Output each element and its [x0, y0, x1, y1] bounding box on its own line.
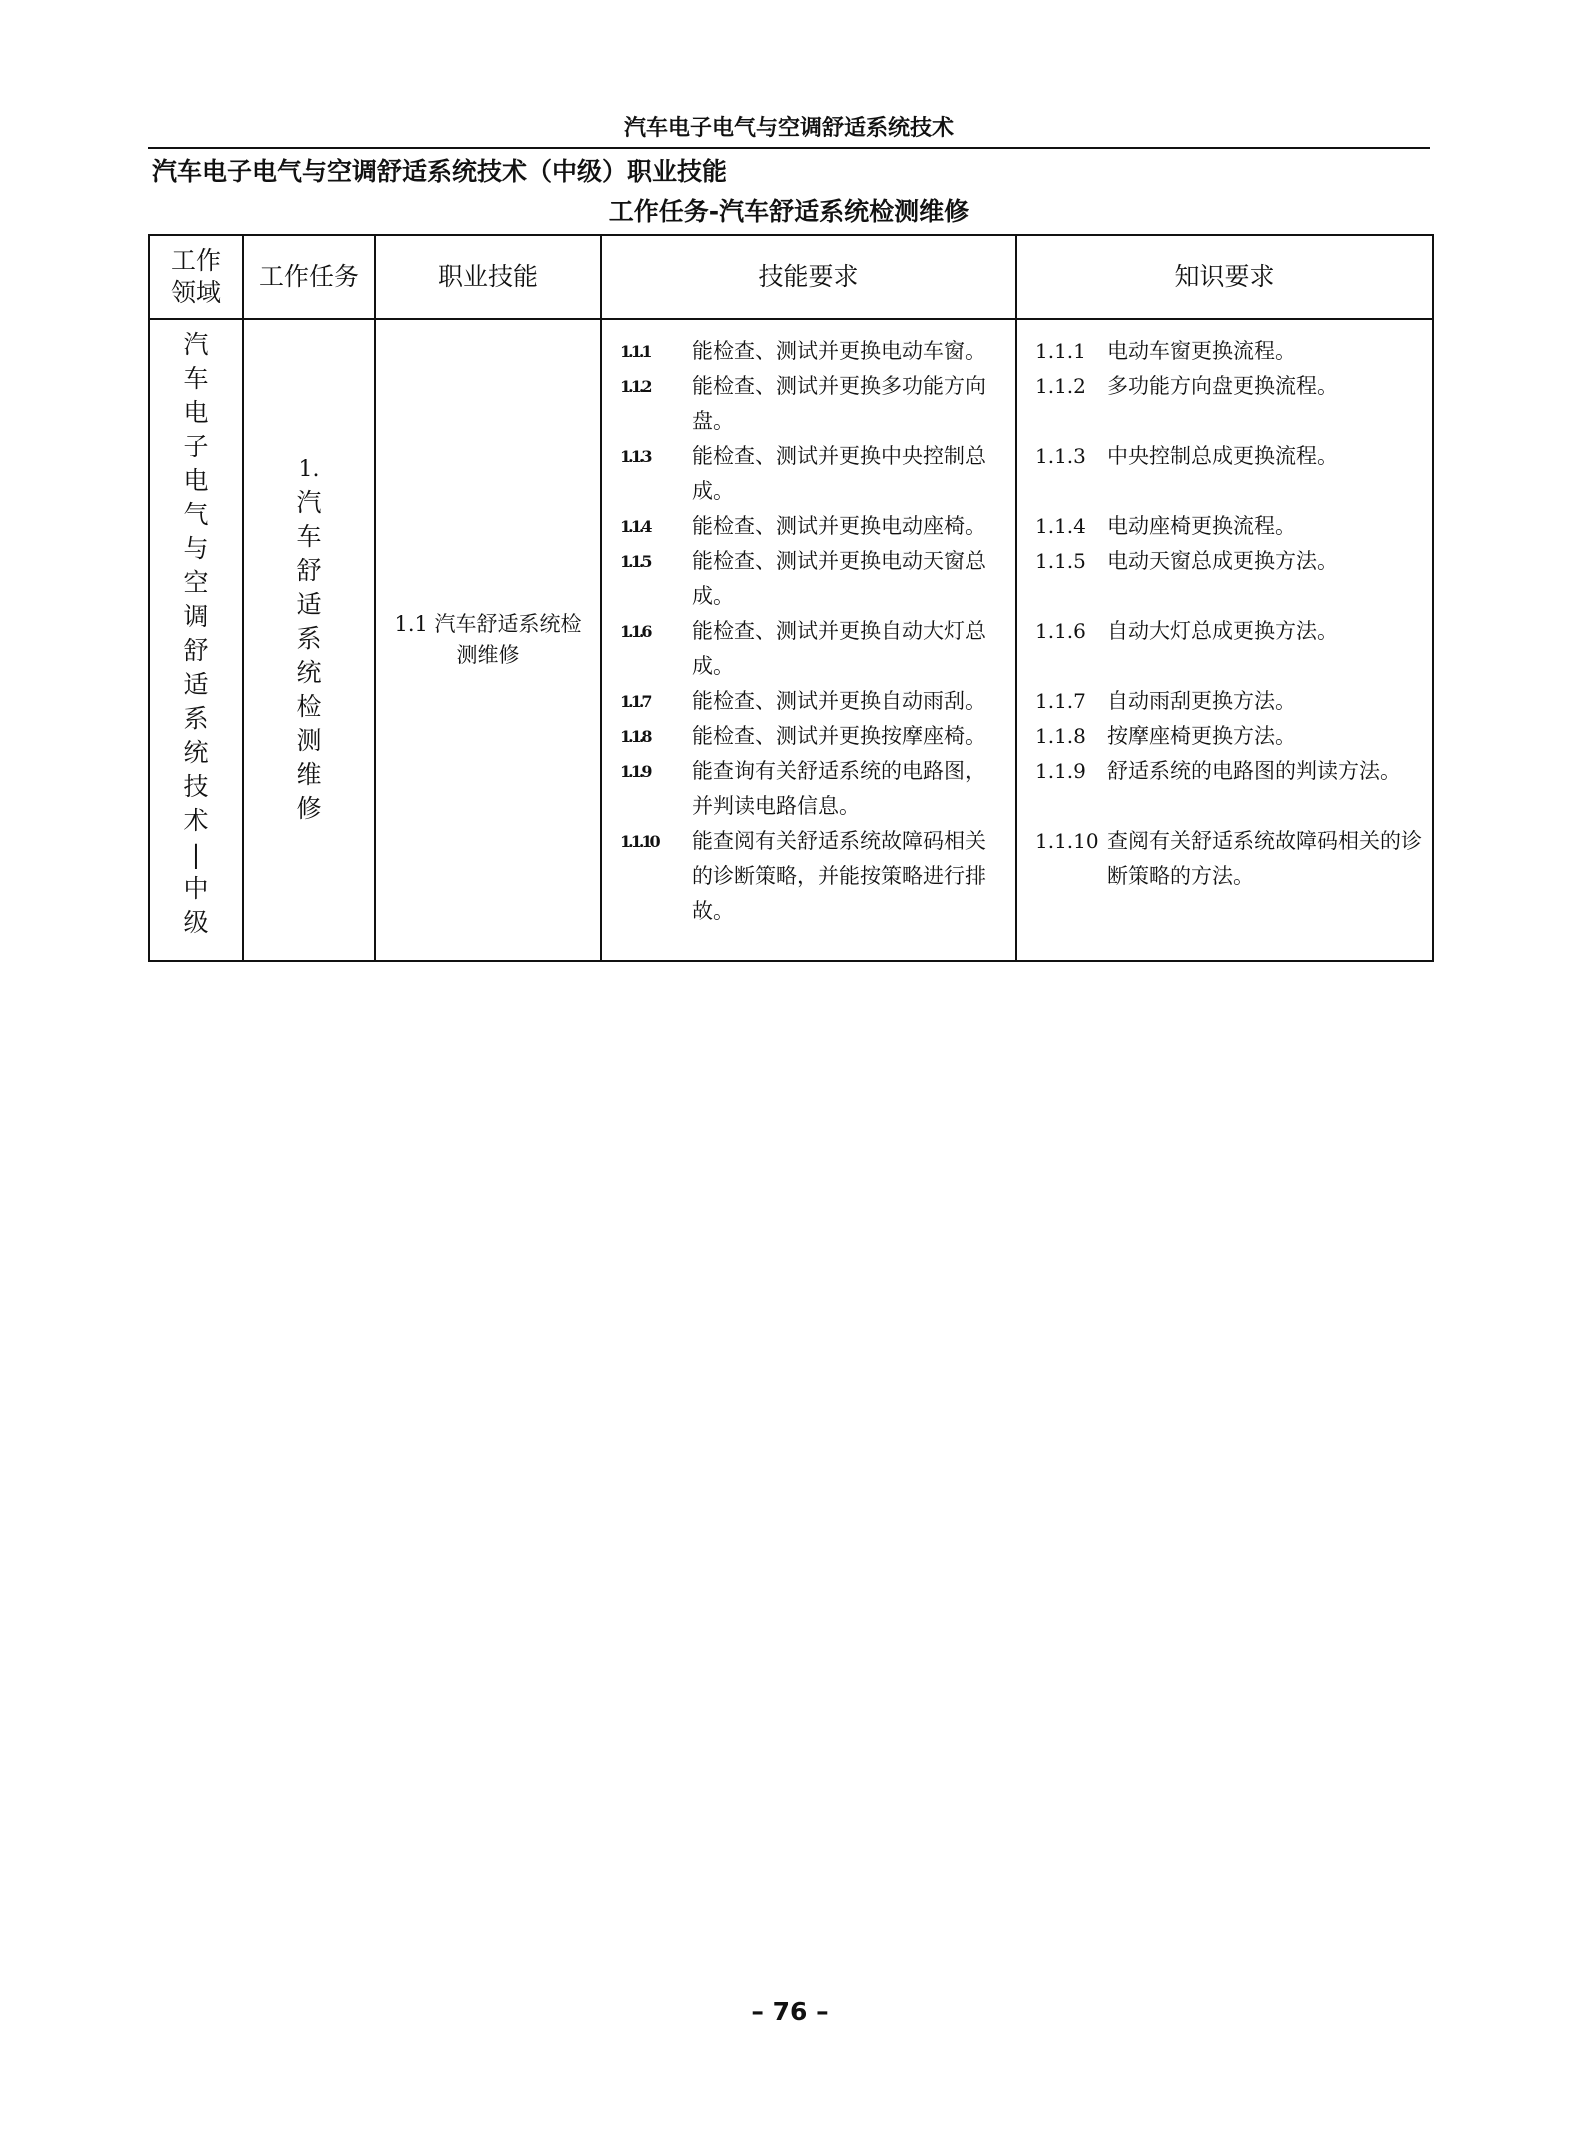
header-task: 工作任务	[243, 235, 375, 319]
list-item	[620, 614, 1005, 684]
task-char: 检	[296, 692, 322, 721]
list-item	[1035, 439, 1422, 474]
header-skill-requirements: 技能要求	[601, 235, 1016, 319]
knowledge-number: 1.1.5	[1035, 549, 1086, 573]
domain-char: 空	[183, 568, 209, 597]
task-char: 测	[296, 726, 322, 755]
domain-char: 电	[183, 466, 209, 495]
row-spacer	[1035, 789, 1422, 824]
domain-char: 级	[183, 908, 209, 937]
knowledge-number: 1.1.6	[1035, 619, 1086, 643]
task-char: 修	[296, 794, 322, 823]
job-skill-text: 1.1 汽车舒适系统检测维修	[394, 612, 582, 667]
task-char: 舒	[296, 556, 322, 585]
list-item	[620, 544, 1005, 614]
task-cell	[243, 319, 375, 961]
domain-char: 舒	[183, 636, 209, 665]
knowledge-number: 1.1.4	[1035, 514, 1086, 538]
list-item	[620, 369, 1005, 439]
domain-char: 汽	[183, 330, 209, 359]
list-item	[1035, 824, 1422, 894]
skill-text: 能查阅有关舒适系统故障码相关的诊断策略，并能按策略进行排故。	[692, 829, 986, 923]
skill-text: 能检查、测试并更换电动天窗总成。	[692, 549, 986, 608]
table-row	[149, 319, 1433, 961]
domain-char: 技	[183, 772, 209, 801]
skill-text: 能检查、测试并更换自动大灯总成。	[692, 619, 986, 678]
knowledge-number: 1.1.2	[1035, 374, 1086, 398]
skill-number: 1.1.3	[620, 447, 650, 466]
domain-vertical-text	[150, 320, 242, 940]
knowledge-requirements-list	[1017, 320, 1432, 894]
domain-cell	[149, 319, 243, 961]
knowledge-number: 1.1.10	[1035, 829, 1099, 853]
task-char: 汽	[296, 488, 322, 517]
skill-number: 1.1.8	[620, 727, 650, 746]
domain-char: 与	[183, 534, 209, 563]
skill-number: 1.1.7	[620, 692, 650, 711]
list-item	[620, 684, 1005, 719]
running-header: 汽车电子电气与空调舒适系统技术	[623, 116, 954, 141]
row-spacer	[1035, 649, 1422, 684]
skill-text: 能检查、测试并更换中央控制总成。	[692, 444, 986, 503]
skill-number: 1.1.5	[620, 552, 650, 571]
task-char: 适	[296, 590, 322, 619]
skill-number: 1.1.10	[620, 832, 658, 851]
list-item	[1035, 509, 1422, 544]
list-item	[1035, 754, 1422, 789]
skills-table	[148, 234, 1434, 962]
skill-number: 1.1.1	[620, 342, 650, 361]
domain-char: 系	[183, 704, 209, 733]
list-item	[620, 334, 1005, 369]
skill-text: 能检查、测试并更换自动雨刮。	[692, 689, 986, 713]
skill-requirements-cell	[601, 319, 1016, 961]
domain-char: 调	[183, 602, 209, 631]
skill-number: 1.1.2	[620, 377, 650, 396]
domain-char: 术	[183, 806, 209, 835]
domain-char: 中	[183, 874, 209, 903]
list-item	[620, 509, 1005, 544]
knowledge-text: 多功能方向盘更换流程。	[1107, 374, 1338, 398]
skill-number: 1.1.6	[620, 622, 650, 641]
skill-text: 能查询有关舒适系统的电路图，并判读电路信息。	[692, 759, 986, 818]
task-char: 统	[296, 658, 322, 687]
skill-text: 能检查、测试并更换多功能方向盘。	[692, 374, 986, 433]
knowledge-text: 电动天窗总成更换方法。	[1107, 549, 1338, 573]
header-domain: 工作领域	[149, 235, 243, 319]
list-item	[1035, 544, 1422, 579]
skill-requirements-list	[602, 320, 1015, 929]
list-item	[1035, 334, 1422, 369]
skill-number: 1.1.4	[620, 517, 650, 536]
page-number: – 76 –	[751, 1997, 829, 2026]
job-skill-cell	[375, 319, 601, 961]
knowledge-text: 查阅有关舒适系统故障码相关的诊断策略的方法。	[1107, 829, 1422, 888]
domain-char: 统	[183, 738, 209, 767]
knowledge-requirements-cell	[1016, 319, 1433, 961]
list-item	[1035, 719, 1422, 754]
skill-text: 能检查、测试并更换电动座椅。	[692, 514, 986, 538]
task-char: 维	[296, 760, 322, 789]
list-item	[1035, 369, 1422, 404]
task-vertical-text	[244, 454, 374, 826]
skill-text: 能检查、测试并更换按摩座椅。	[692, 724, 986, 748]
list-item	[620, 754, 1005, 824]
domain-char: 车	[183, 364, 209, 393]
skill-text: 能检查、测试并更换电动车窗。	[692, 339, 986, 363]
table-header-row	[149, 235, 1433, 319]
skill-number: 1.1.9	[620, 762, 650, 781]
knowledge-text: 电动座椅更换流程。	[1107, 514, 1296, 538]
knowledge-text: 中央控制总成更换流程。	[1107, 444, 1338, 468]
row-spacer	[1035, 404, 1422, 439]
list-item	[620, 824, 1005, 929]
knowledge-text: 舒适系统的电路图的判读方法。	[1107, 759, 1401, 783]
list-item	[620, 719, 1005, 754]
knowledge-number: 1.1.1	[1035, 339, 1086, 363]
table-title: 工作任务-汽车舒适系统检测维修	[608, 197, 970, 226]
row-spacer	[1035, 474, 1422, 509]
knowledge-number: 1.1.3	[1035, 444, 1086, 468]
knowledge-text: 自动大灯总成更换方法。	[1107, 619, 1338, 643]
knowledge-text: 按摩座椅更换方法。	[1107, 724, 1296, 748]
knowledge-number: 1.1.9	[1035, 759, 1086, 783]
domain-char: 子	[183, 432, 209, 461]
knowledge-text: 自动雨刮更换方法。	[1107, 689, 1296, 713]
task-char: 车	[296, 522, 322, 551]
document-title: 汽车电子电气与空调舒适系统技术（中级）职业技能	[152, 157, 728, 186]
knowledge-number: 1.1.8	[1035, 724, 1086, 748]
domain-char: 气	[183, 500, 209, 529]
knowledge-text: 电动车窗更换流程。	[1107, 339, 1296, 363]
domain-char: |	[191, 840, 201, 869]
row-spacer	[1035, 579, 1422, 614]
list-item	[620, 439, 1005, 509]
list-item	[1035, 614, 1422, 649]
task-number: 1.	[298, 457, 320, 482]
header-rule	[148, 147, 1430, 149]
domain-char: 电	[183, 398, 209, 427]
domain-char: 适	[183, 670, 209, 699]
header-job-skill: 职业技能	[375, 235, 601, 319]
knowledge-number: 1.1.7	[1035, 689, 1086, 713]
task-char: 系	[296, 624, 322, 653]
list-item	[1035, 684, 1422, 719]
header-knowledge-requirements: 知识要求	[1016, 235, 1433, 319]
